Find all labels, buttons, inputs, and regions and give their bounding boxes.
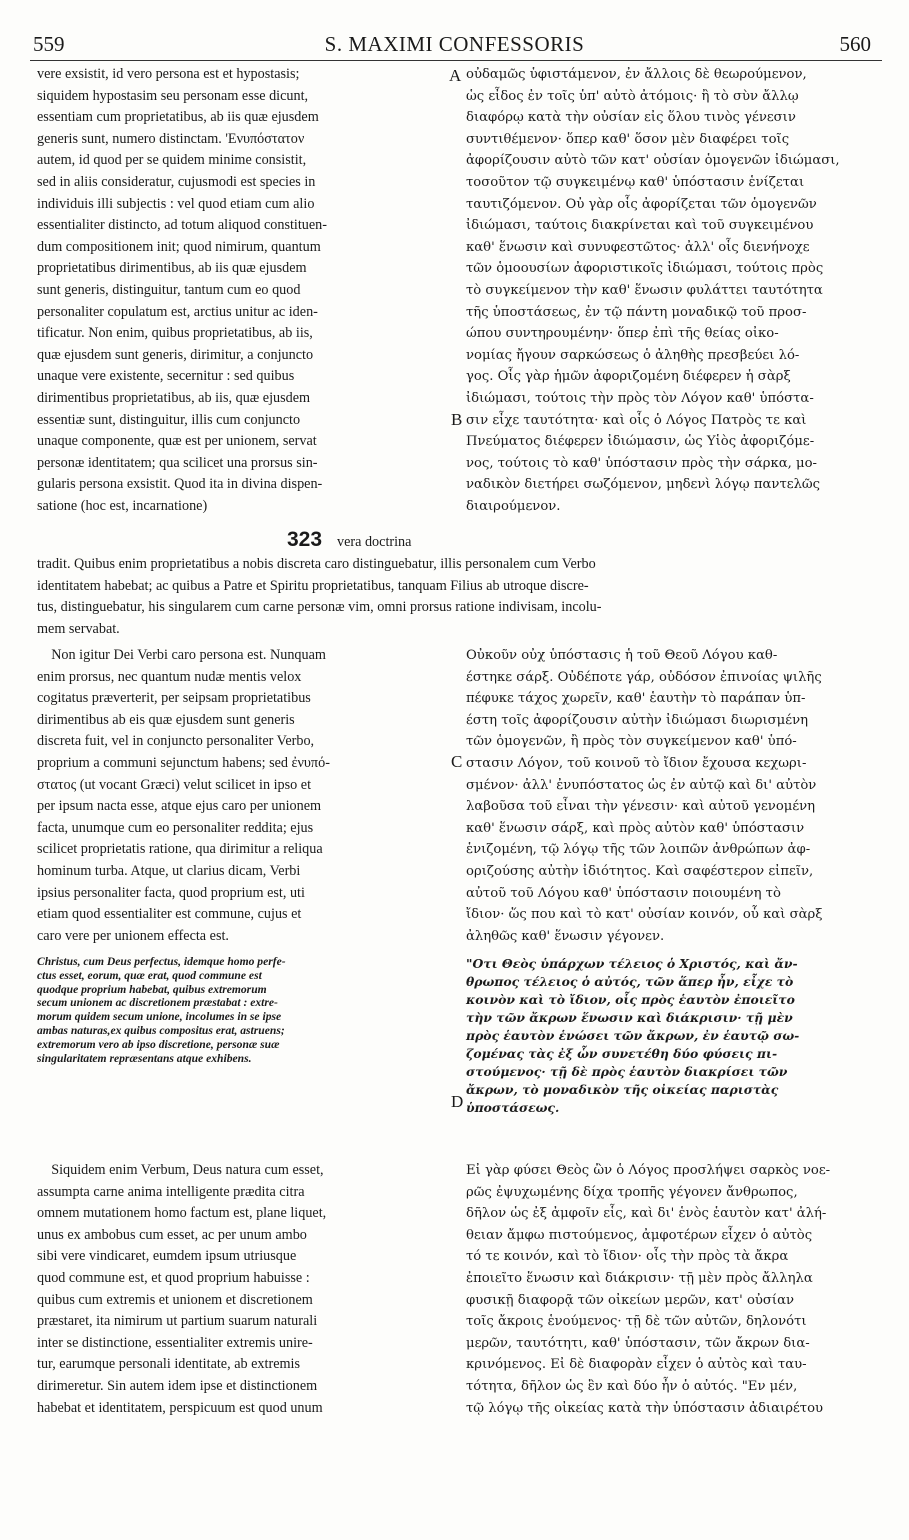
margin-marker-d: D xyxy=(451,1092,464,1111)
page-header xyxy=(0,32,909,58)
greek-column-top: οὐδαμῶς ὑφιστάμενον, ἐν ἄλλοις δὲ θεωρούμενον, ὡς εἶδος ἐν τοῖς ὑπ' αὐτὸ ἀτόμοις· ἢ τὸ σὺν ἄλλῳ διαφόρῳ κατὰ τὴν οὐσίαν εἰς ὅλου τινὸς γένεσιν συντιθέμενον· ὅπερ καθ' ὅσον μὲν διαφέρει τοῖς ἀφορίζουσιν αὐτὸ τῶν κατ' οὐσίαν ὁμογενῶν ἰδιώμασι, τοσοῦτον τῷ συγκειμένῳ καθ' ὑπόστασιν ἑνίζεται ταυτιζόμενον. Οὐ γὰρ οἷς ἀφορίζεται τῶν ὁμογενῶν ἰδιώμασι, ταύτοις διακρίνεται καὶ τοῦ συγκειμένου καθ' ἕνωσιν καὶ συνυφεστῶτος· ἀλλ' οἷς διενήνοχε τῶν ὁμοουσίων ἀφοριστικοῖς ἰδιώμασι, τούτοις πρὸς τὸ συγκείμενον τὴν καθ' ἕνωσιν φυλάττει ταυτότητα τῆς ὑποστάσεως, ἐν τῷ πάντη μοναδικῷ τοῦ προσ- ώπου συντηρουμένην· ὅπερ ἐπὶ τῆς θείας οἰκο- νομίας ἤγουν σαρκώσεως ὁ ἀληθὴς πρεσβεύει λό- γος. Οἷς γὰρ ἡμῶν ἀφοριζομένη διέφερεν ἡ σὰρξ ἰδιώμασι, τούτοις τὴν πρὸς τὸν Λόγον καθ' ὑπόστα- σιν εἶχε ταυτότητα· καὶ οἷς ὁ Λόγος Πατρὸς τε καὶ Πνεύματος διέφερεν ἰδιώμασιν, ὡς Υἱὸς ἀφοριζόμε- νος, τούτοις τὸ καθ' ὑπόστασιν πρὸς τὴν σάρκα, μο- ναδικὸν διετήρει σωζόμενον, μηδενὶ λόγῳ παντελῶς διαιρούμενον. xyxy=(466,67,840,514)
greek-column-bottom: Εἰ γὰρ φύσει Θεὸς ὢν ὁ Λόγος προσλήψει σαρκὸς νοε- ρῶς ἐψυχωμένης δίχα τροπῆς γέγονεν ἄνθρωπος, δῆλον ὡς ἐξ ἀμφοῖν εἷς, καὶ δι' ἑνὸς ἑαυτὸν κατ' ἀλή- θειαν ἄμφω πιστούμενος, ἀμφοτέρων εἶχεν ὁ αὐτὸς τό τε κοινόν, καὶ τὸ ἴδιον· οἷς τὴν πρὸς τὰ ἄκρα ἐποιεῖτο ἕνωσιν καὶ διάκρισιν· τῇ μὲν πρὸς ἄλληλα φυσικῇ διαφορᾷ τῶν οἰκείων μερῶν, κατ' οὐσίαν τοῖς ἄκροις ἑνούμενος· τῇ δὲ τῶν αὐτῶν, δηλονότι μερῶν, ταυτότητι, καθ' ὑπόστασιν, τῶν ἄκρων δια- κρινόμενος. Εἰ δὲ διαφορὰν εἶχεν ὁ αὐτὸς καὶ ταυ- τότητα, δῆλον ὡς ἓν καὶ δύο ἦν ὁ αὐτός. "Εν μέν, τῷ λόγῳ τῆς οἰκείας κατὰ τὴν ὑπόστασιν ἀδιαιρέτου xyxy=(466,1163,831,1416)
latin-column-top: vere exsistit, id vero persona est et hypostasis; siquidem hypostasim seu personam esse dicunt, essentiam cum proprietatibus, ab iis quæ ejusdem generis sunt, numero distinctam. 'Ενυπόστατον autem, id quod per se quidem minime consistit, sed in aliis consideratur, cujusmodi est species in individuis illi subjectis : vel quod etiam cum alio essentialiter distincto, ad totum aliquod constituen- dum compositionem init; quod nimirum, quantum proprietatibus dirimentibus, ab iis quæ ejusdem sunt generis, distinguitur, tantum cum eo quod personaliter copulatum est, arctius unitur ac iden- tificatur. Non enim, quibus proprietatibus, ab iis, quæ ejusdem sunt generis, dirimitur, a conjuncto unaque vere existente, secernitur : sed quibus dirimentibus proprietatibus, ab iis, quæ ejusdem essentiæ sunt, distinguitur, illis cum conjuncto unaque componente, quæ est per unionem, servat personæ identitatem; qua scilicet una prorsus sin- gularis persona exsistit. Quod ita in divina dispen- satione (hoc est, incarnatione) xyxy=(37,66,327,514)
latin-column-middle: Non igitur Dei Verbi caro persona est. Nunquam enim prorsus, nec quantum nudæ mentis velox cogitatus præverterit, per seipsam proprietatibus dirimentibus ab eis quæ ejusdem sunt generis discreta fuit, vel in conjuncto personaliter Verbo, proprium a communi sejunctum habens; sed ἐνυπό- στατος (ut vocant Græci) velut scilicet in ipso et per ipsum nacta esse, atque ejus caro per unionem facta, unumque cum eo personaliter reddita; ejus scilicet proprietatis ratione, qua dirimitur a reliqua hominum turba. Atque, ut clarius dicam, Verbi ipsius personaliter facta, quod proprium est, uti etiam quod essentialiter est commune, cujus et caro vere per unionem effecta est. xyxy=(37,647,330,944)
greek-summary: "Οτι Θεὸς ὑπάρχων τέλειος ὁ Χριστός, καὶ ἄν- θρωπος τέλειος ὁ αὐτός, τῶν ἅπερ ἦν, εἶχε τὸ κοινὸν καὶ τὸ ἴδιον, οἷς πρὸς ἑαυτὸν ἐποιεῖτο τὴν τῶν ἄκρων ἕνωσιν καὶ διάκρισιν· τῇ μὲν πρὸς ἑαυτὸν ἑνώσει τῶν ἄκρων, ἐν ἑαυτῷ σω- ζομένας τὰς ἐξ ὧν συνετέθη δύο φύσεις πι- στούμενος· τῇ δὲ πρὸς ἑαυτὸν διακρίσει τῶν ἄκρων, τὸ μοναδικὸν τῆς οἰκείας παριστὰς ὑποστάσεως. xyxy=(466,956,800,1115)
margin-marker-b: B xyxy=(451,410,463,429)
column-number: 323 xyxy=(287,528,323,551)
latin-top-tail: vera doctrina xyxy=(337,534,412,550)
margin-marker-c: C xyxy=(451,752,463,771)
page-number-right: 560 xyxy=(839,32,871,56)
running-title: S. MAXIMI CONFESSORIS xyxy=(324,32,585,56)
latin-summary: Christus, cum Deus perfectus, idemque homo perfe- ctus esset, eorum, quæ erat, quod commune est quodque proprium habebat, quibus extremorum secum unionem ac discretionem præstabat : extre- morum quidem secum unione, incolumes in se ipse ambas naturas,ex quibus compositus erat, astruens; extremorum vero ab ipso discretione, personæ suæ singularitatem repræsentans atque exhibens. xyxy=(37,955,286,1065)
latin-column-bottom: Siquidem enim Verbum, Deus natura cum esset, assumpta carne anima intelligente prædita citra omnem mutationem homo factum est, plane liquet, unus ex ambobus cum esset, ac per unum ambo sibi vere vindicaret, eumdem ipsum utriusque quod commune est, et quod proprium habuisse : quibus cum extremis et unionem et discretionem præstaret, ita nimirum ut partium suarum naturali inter se distinctione, essentialiter extremis unire- tur, earumque personali identitate, ab extremis dirimeretur. Sin autem idem ipse et distinctionem habebat et identitatem, perspicuum est quod unum xyxy=(37,1162,327,1416)
full-width-paragraph: tradit. Quibus enim proprietatibus a nobis discreta caro distinguebatur, illis personalem cum Verbo identitatem habebat; ac quibus a Patre et Spiritu proprietatibus, tanquam Filius ab utroque discre- tus, distinguebatur, his singularem cum carne personæ vim, omni prorsus ratione indivisam, incolu- mem servabat. xyxy=(37,556,602,637)
header-rule xyxy=(30,60,882,61)
margin-marker-a: A xyxy=(449,66,462,85)
greek-column-middle: Οὐκοῦν οὐχ ὑπόστασις ἡ τοῦ Θεοῦ Λόγου καθ- έστηκε σάρξ. Οὐδέποτε γάρ, οὐδόσον ἐπινοίας ψιλῆς πέφυκε τάχος χωρεῖν, καθ' ἑαυτὴν τὸ παράπαν ὑπ- έστη τοῖς ἀφορίζουσιν αὐτὴν ἰδιώμασι διωρισμένη τῶν ὁμογενῶν, ἢ πρὸς τὸν συγκείμενον καθ' ὑπό- στασιν Λόγον, τοῦ κοινοῦ τὸ ἴδιον ἔχουσα κεχωρι- σμένον· ἀλλ' ἐνυπόστατος ὡς ἐν αὐτῷ καὶ δι' αὐτὸν λαβοῦσα τοῦ εἶναι τὴν γένεσιν· καὶ αὐτοῦ γενομένη καθ' ἕνωσιν σάρξ, καὶ πρὸς αὐτὸν καθ' ὑπόστασιν ἑνιζομένη, τῷ λόγῳ τῆς τῶν λοιπῶν ἀνθρώπων ἀφ- οριζούσης αὐτὴν ἰδιότητος. Καὶ σαφέστερον εἰπεῖν, αὐτοῦ τοῦ Λόγου καθ' ὑπόστασιν ποιουμένη τὸ ἴδιον· ὥς που καὶ τὸ κατ' οὐσίαν κοινόν, οὗ καὶ σὰρξ ἀληθῶς καθ' ἕνωσιν γέγονεν. xyxy=(466,648,823,944)
page-number-left: 559 xyxy=(33,32,65,56)
